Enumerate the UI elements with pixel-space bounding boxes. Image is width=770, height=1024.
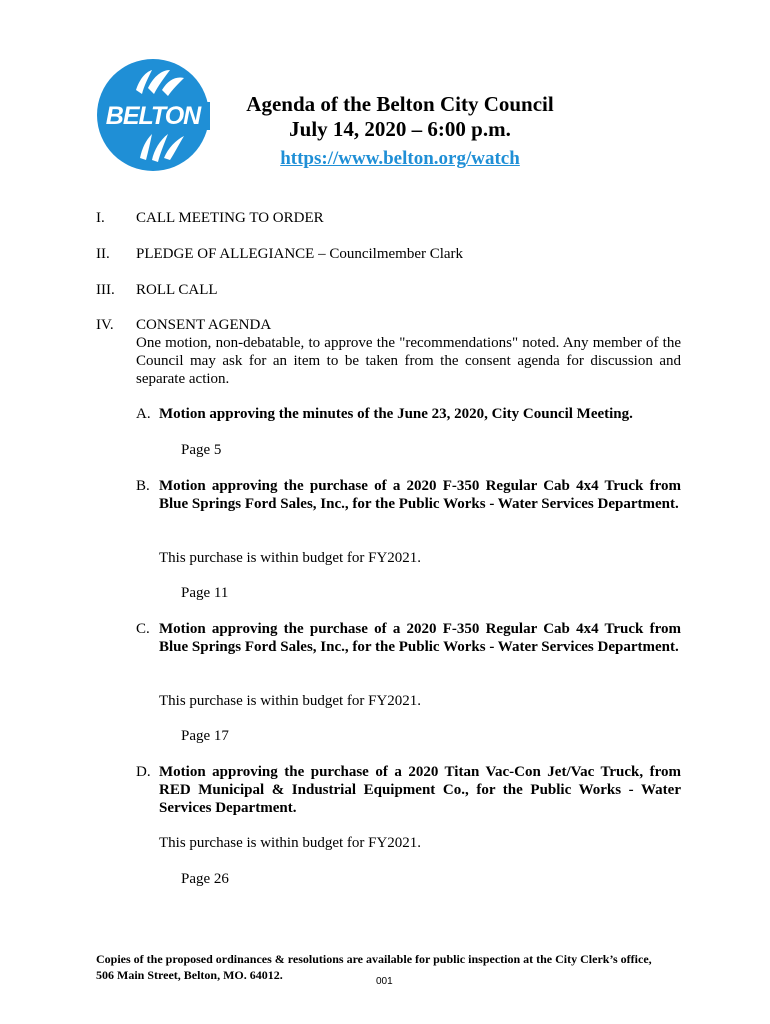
item-title-a: Motion approving the minutes of the June 23, 2020, City Council Meeting. [159, 406, 633, 422]
item-title-b: Motion approving the purchase of a 2020 F-350 Regular Cab 4x4 Truck from Blue Springs Ford Sales, Inc., for the Public Works - Water Services Department. [159, 478, 681, 512]
section-roll-call: ROLL CALL [136, 282, 218, 298]
footer-line-2: 506 Main Street, Belton, MO. 64012. [96, 968, 283, 982]
item-letter-c: C. [136, 621, 150, 637]
agenda-header [230, 92, 570, 170]
agenda-title: Agenda of the Belton City Council [246, 92, 554, 116]
belton-logo [96, 58, 210, 172]
item-letter-b: B. [136, 478, 150, 494]
consent-description: One motion, non-debatable, to approve the "recommendations" noted. Any member of the Council may ask for an item to be taken from the consent agenda for discussion and separate action. [136, 335, 681, 387]
item-page-d: Page 26 [181, 871, 229, 887]
item-page-a: Page 5 [181, 442, 222, 458]
watch-link[interactable]: https://www.belton.org/watch [280, 148, 520, 169]
section-numeral-4: IV. [96, 317, 114, 333]
item-note-c: This purchase is within budget for FY2021. [159, 693, 422, 709]
logo-text: BELTON [105, 102, 201, 130]
item-page-c: Page 17 [181, 728, 229, 744]
item-title-d: Motion approving the purchase of a 2020 Titan Vac-Con Jet/Vac Truck, from RED Municipal & Industrial Equipment Co., for the Public Works - Water Services Department. [159, 764, 681, 816]
section-numeral-2: II. [96, 246, 110, 262]
section-pledge: PLEDGE OF ALLEGIANCE – Councilmember Clark [136, 246, 464, 262]
item-note-d: This purchase is within budget for FY2021. [159, 835, 422, 851]
section-numeral-1: I. [96, 210, 105, 226]
item-title-c: Motion approving the purchase of a 2020 F-350 Regular Cab 4x4 Truck from Blue Springs Ford Sales, Inc., for the Public Works - Water Services Department. [159, 621, 681, 655]
section-consent-agenda: CONSENT AGENDA [136, 317, 272, 333]
item-note-b: This purchase is within budget for FY2021. [159, 550, 422, 566]
meeting-datetime: July 14, 2020 – 6:00 p.m. [289, 117, 511, 141]
item-page-b: Page 11 [181, 585, 229, 601]
item-letter-a: A. [136, 406, 151, 422]
footer-line-1: Copies of the proposed ordinances & resolutions are available for public inspection at the City Clerk’s office, [96, 952, 652, 966]
belton-logo-icon [96, 58, 210, 172]
page-number: 001 [376, 976, 393, 987]
footer-notice [96, 951, 696, 983]
item-letter-d: D. [136, 764, 151, 780]
section-call-to-order: CALL MEETING TO ORDER [136, 210, 324, 226]
section-numeral-3: III. [96, 282, 115, 298]
